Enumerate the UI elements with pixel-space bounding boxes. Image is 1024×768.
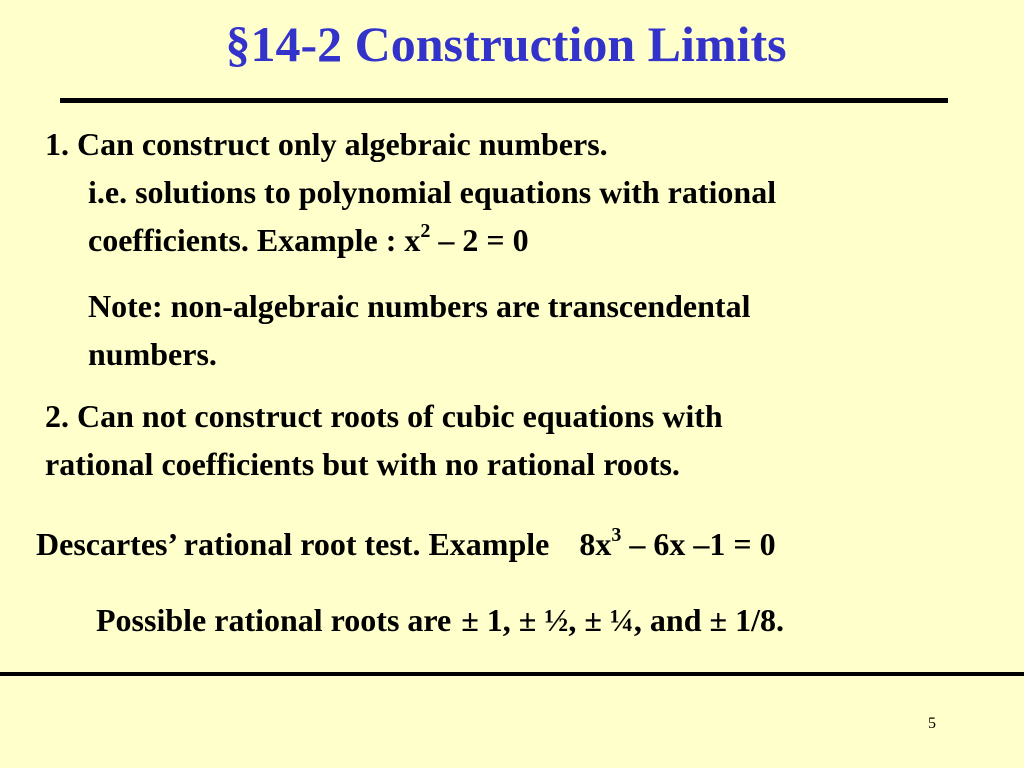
descartes-test xyxy=(36,520,776,568)
descartes-exponent: 3 xyxy=(611,524,622,547)
item1-heading: 1. Can construct only algebraic numbers. xyxy=(45,126,608,162)
item2-line2: rational coefficients but with no rational roots. xyxy=(45,446,680,482)
possible-roots-values: ± 1, ± ½, ± ¼, and ± 1/8. xyxy=(461,602,784,638)
descartes-equation-lead: 8x xyxy=(579,526,612,562)
title-divider xyxy=(60,98,948,103)
descartes-equation-rest: – 6x –1 = 0 xyxy=(621,526,776,562)
item2 xyxy=(45,392,723,488)
footer-divider xyxy=(0,672,1024,676)
slide-title: §14-2 Construction Limits xyxy=(225,16,787,72)
page-number: 5 xyxy=(928,715,936,732)
item1-example-text: coefficients. Example : x xyxy=(88,222,421,258)
item1-example-equation-rest: – 2 = 0 xyxy=(430,222,529,258)
item1-explanation xyxy=(88,168,776,264)
item2-line1: 2. Can not construct roots of cubic equations with xyxy=(45,398,723,434)
item1-explanation-line1: i.e. solutions to polynomial equations with rational xyxy=(88,174,777,210)
item1-note-line1: Note: non-algebraic numbers are transcendental xyxy=(88,288,751,324)
possible-roots xyxy=(96,596,784,644)
possible-roots-label: Possible rational roots are xyxy=(96,602,452,638)
item1-exponent: 2 xyxy=(420,220,431,243)
descartes-label: Descartes’ rational root test. Example xyxy=(36,526,550,562)
item1-note xyxy=(88,282,750,378)
item1-note-line2: numbers. xyxy=(88,336,217,372)
item1-explanation-line2 xyxy=(88,216,776,264)
